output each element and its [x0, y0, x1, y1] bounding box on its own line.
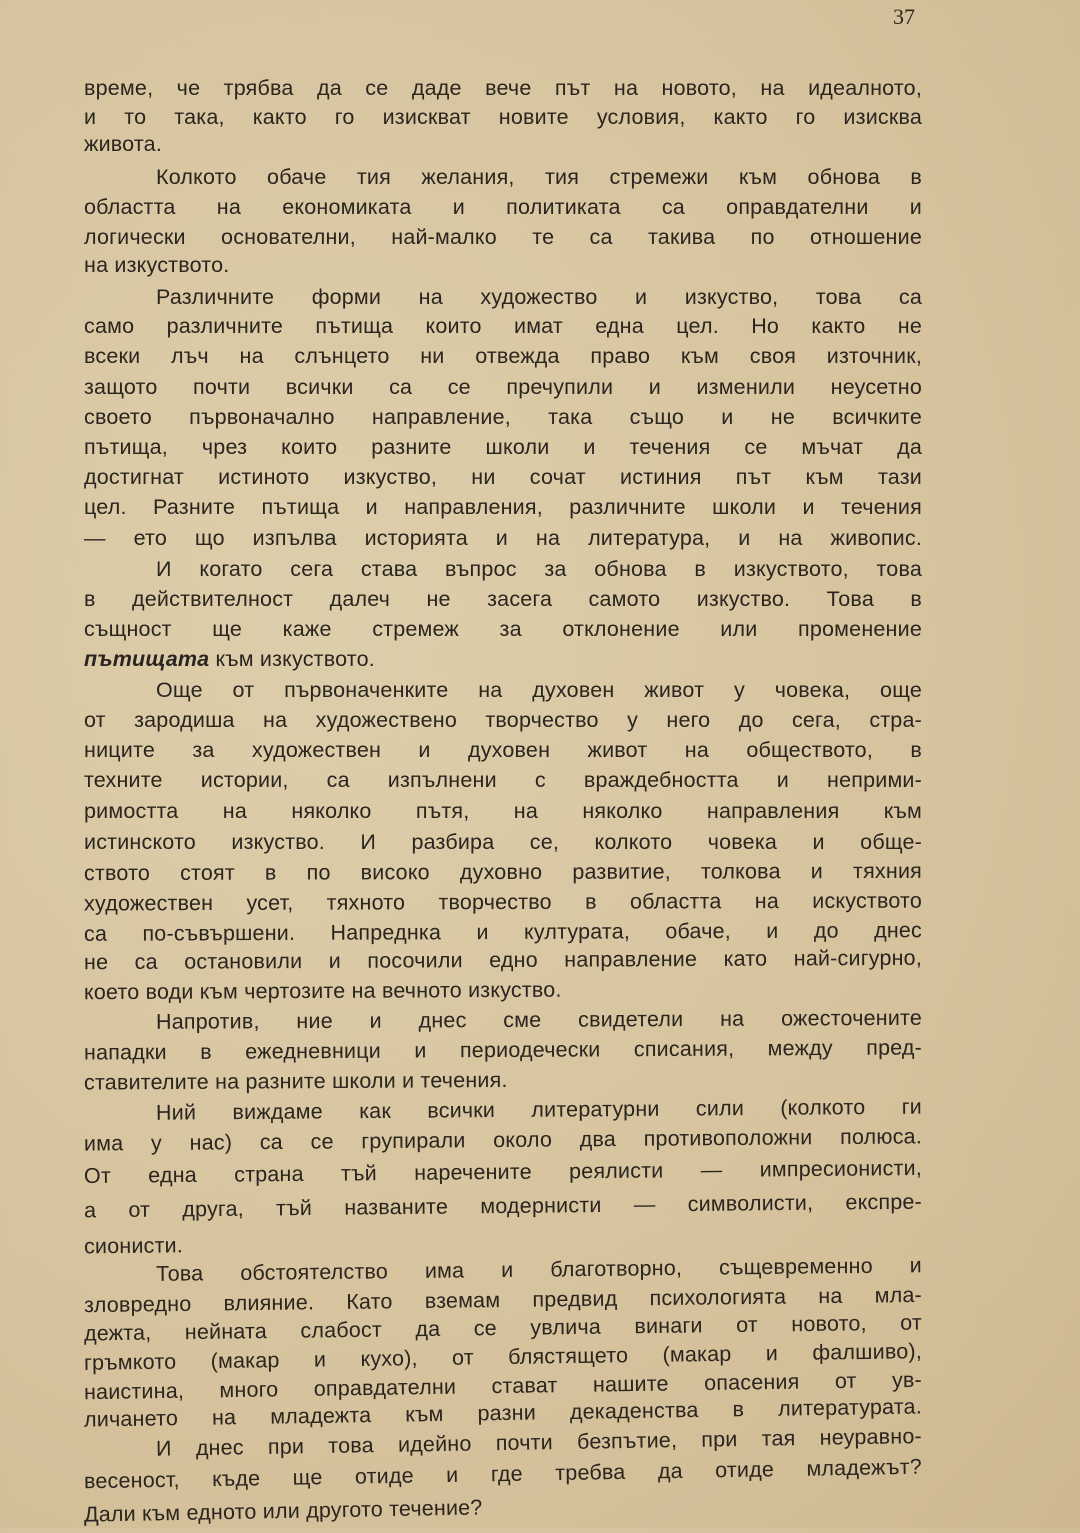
text-line: гръмкото (макар и кухо), от блястящето (макар и фалшиво),: [83, 1339, 923, 1375]
text-line: И когато сега става въпрос за обнова в изкуството, това: [156, 557, 922, 581]
text-line: Напротив, ние и днес сме свидетели на ожесточените: [155, 1005, 923, 1034]
text-line: римостта на няколко пътя, на няколко направления към: [84, 799, 922, 823]
page-number: 37: [893, 4, 915, 29]
text-line: ставителите на разните школи и течения.: [83, 1067, 508, 1095]
text-line: Това обстоятелство има и благотворно, същевременно и: [155, 1253, 923, 1286]
text-line: ството стоят в по високо духовно развитие, толкова и тяхния: [83, 858, 923, 886]
text-line: От една страна тъй наречените реялисти — импресионисти,: [83, 1155, 923, 1189]
text-line: Различните форми на художество и изкуство, това са: [156, 285, 922, 309]
text-line: Дали към едното или другото течение?: [83, 1495, 483, 1527]
text-line: и то така, както го изискват новите условия, както го изисква: [84, 105, 922, 129]
text-line: И днес при това идейно почти безпътие, при тая неуравно-: [155, 1424, 923, 1461]
text-line: всеки лъч на слънцето ни отвежда право към своя източник,: [84, 344, 922, 368]
text-line: само различните пътища които имат една цел. Но както не: [84, 314, 922, 338]
text-line: са по-съвършени. Напреднка и културата, обаче, и до днес: [83, 918, 923, 946]
text-line: а от друга, тъй названите модернисти — символисти, експре-: [83, 1189, 923, 1223]
text-line: художествен усет, тяхното творчество в областта на искуството: [83, 888, 923, 916]
text-line: което води към чертозите на вечното изкуство.: [83, 977, 562, 1005]
text-line: ниците за художествен и духовен живот на обществото, в: [84, 738, 922, 762]
text-line: техните истории, са изпълнени с враждебността и неприми-: [84, 768, 922, 792]
text-line: пътища, чрез които разните школи и течения се мъчат да: [84, 435, 922, 459]
text-line: Още от първоначенките на духовен живот у човека, още: [156, 678, 922, 702]
text-line: има у нас) са се групирали около два противоположни полюса.: [83, 1124, 923, 1156]
text-line: не са остановили и посочили едно направление като най-сигурно,: [83, 945, 923, 975]
text-line: живота.: [84, 132, 162, 156]
line-rest: към изкуството.: [209, 647, 375, 671]
text-line: истинското изкуство. И разбира се, колкото човека и обще-: [84, 830, 922, 854]
text-line: време, че трябва да се даде вече път на новото, на идеалното,: [84, 76, 922, 100]
text-line: [84, 647, 922, 677]
text-line: в действителност далеч не засега самото изкуство. Това в: [84, 587, 922, 611]
text-line: защото почти всички са се пречупили и изменили неусетно: [84, 375, 922, 399]
text-line: от зародиша на художествено творчество у него до сега, стра-: [84, 708, 922, 732]
text-line: нападки в ежедневници и периодечески списания, между пред-: [83, 1035, 923, 1065]
text-line: достигнат истиното изкуство, ни сочат истиния път към тази: [84, 465, 922, 489]
emphasized-word: пътищата: [84, 647, 210, 671]
text-line: личането на младежта към разни декаденства в литературата.: [83, 1394, 923, 1432]
text-line: логически основателни, най-малко те са такива по отношение: [84, 225, 922, 249]
text-line: сионисти.: [83, 1233, 184, 1259]
text-line: Колкото обаче тия желания, тия стремежи към обнова в: [156, 165, 922, 189]
text-line: областта на економиката и политиката са оправдателни и: [84, 195, 922, 219]
text-line: същност ще каже стремеж за отклонение или променение: [84, 617, 922, 641]
text-line: на изкуството.: [84, 253, 230, 277]
text-line: Ний виждаме как всички литературни сили (колкото ги: [155, 1094, 923, 1125]
text-line: цел. Разните пътища и направления, различните школи и течения: [84, 495, 922, 519]
text-line: своето първоначално направление, така също и не всичките: [84, 405, 922, 429]
text-line: — ето що изпълва историята и на литература, и на живопис.: [84, 526, 922, 550]
text-line: дежта, нейната слабост да се увлича винаги от новото, от: [83, 1310, 923, 1346]
text-line: зловредно влияние. Като вземам предвид психологията на мла-: [83, 1282, 923, 1318]
text-line: наистина, много оправдателни стават нашите опасения от ув-: [83, 1367, 923, 1405]
text-line: весеност, къде ще отиде и где требва да отиде младежът?: [83, 1454, 923, 1494]
